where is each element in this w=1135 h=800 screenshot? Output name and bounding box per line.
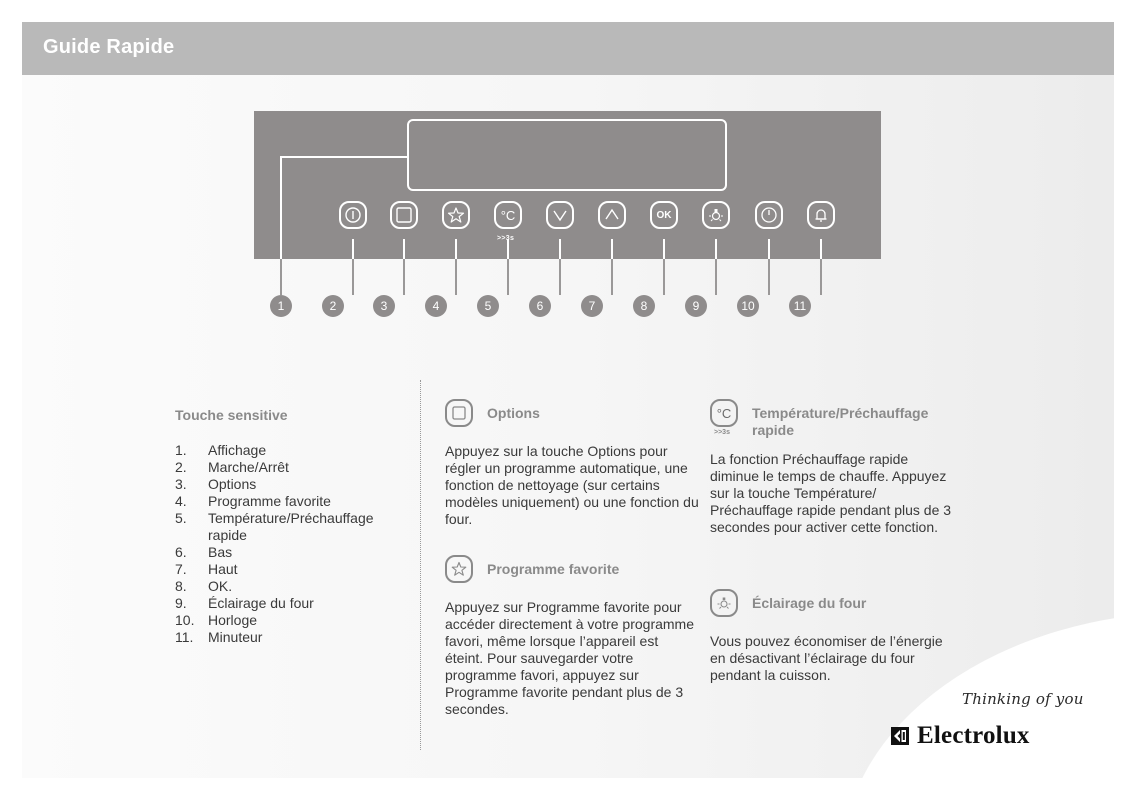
button-tick (663, 239, 665, 259)
lamp-button (702, 201, 730, 229)
up-button (598, 201, 626, 229)
item-label: Marche/Arrêt (208, 459, 289, 475)
item-number: 4. (175, 493, 187, 509)
number-badge: 8 (633, 295, 655, 317)
item-number: 2. (175, 459, 187, 475)
button-tick (507, 239, 509, 259)
item-label: Bas (208, 544, 233, 560)
lamp-icon (707, 206, 725, 224)
number-badge: 5 (477, 295, 499, 317)
list-item (175, 442, 398, 459)
section-body: Appuyez sur la touche Options pour régler un programme automatique, une fonction de nettoyage (sur certains modèles uniquement) ou une fonction du four. (445, 443, 699, 527)
lamp-icon (710, 589, 738, 617)
leader-line (663, 259, 665, 295)
display-screen (407, 119, 727, 191)
number-badge: 10 (737, 295, 759, 317)
leader-line (352, 259, 354, 295)
button-tick (768, 239, 770, 259)
timer-button (807, 201, 835, 229)
quick-guide-page (22, 22, 1114, 778)
button-tick (352, 239, 354, 259)
icon-label: °C (716, 405, 732, 421)
item-number: 8. (175, 578, 187, 594)
power-button (339, 201, 367, 229)
leader-line (768, 259, 770, 295)
list-item (175, 578, 398, 595)
item-number: 3. (175, 476, 187, 492)
list-item (175, 629, 398, 646)
options-button (390, 201, 418, 229)
section-temperature (710, 399, 960, 536)
number-badge: 2 (322, 295, 344, 317)
item-label: Température/Préchauffage rapide (208, 510, 374, 543)
button-tick (715, 239, 717, 259)
star-icon (445, 555, 473, 583)
section-favorite (445, 555, 700, 718)
item-number: 10. (175, 612, 195, 628)
leader-line (611, 259, 613, 295)
clock-button (755, 201, 783, 229)
bell-icon (812, 206, 830, 224)
list-item (175, 510, 398, 544)
clock-icon (760, 206, 778, 224)
down-button (546, 201, 574, 229)
list-item (175, 476, 398, 493)
electrolux-logo-icon (891, 727, 909, 745)
control-panel-illustration (254, 111, 881, 259)
item-label: Options (208, 476, 257, 492)
ok-icon: OK (656, 209, 672, 221)
brand-name: Electrolux (917, 722, 1030, 749)
temperature-icon (710, 399, 738, 427)
page-header (22, 22, 1114, 75)
number-badge: 9 (685, 295, 707, 317)
section-lighting (710, 589, 960, 684)
item-number: 7. (175, 561, 187, 577)
number-badge: 7 (581, 295, 603, 317)
leader-line (280, 259, 282, 295)
display-leader-line-vertical (280, 156, 282, 259)
item-number: 5. (175, 510, 187, 526)
leader-line (403, 259, 405, 295)
section-title: Température/Préchauffage rapide (752, 405, 929, 438)
number-badge: 11 (789, 295, 811, 317)
section-body: La fonction Préchauffage rapide diminue le temps de chauffe. Appuyez sur la touche Température/ Préchauffage rapide pendant plus de 3 secondes pour activer cette fonction. (710, 451, 952, 535)
item-number: 9. (175, 595, 187, 611)
item-label: Minuteur (208, 629, 263, 645)
button-tick (455, 239, 457, 259)
chevron-down-icon (551, 206, 569, 224)
item-label: Éclairage du four (208, 595, 314, 611)
section-title: Programme favorite (487, 560, 620, 577)
temperature-icon: °C (500, 207, 516, 223)
options-square-icon (445, 399, 473, 427)
legend-title: Touche sensitive (175, 407, 288, 423)
item-number: 1. (175, 442, 187, 458)
button-tick (820, 239, 822, 259)
section-title: Options (487, 404, 540, 421)
item-number: 6. (175, 544, 187, 560)
number-badge: 1 (270, 295, 292, 317)
list-item (175, 595, 398, 612)
list-item (175, 459, 398, 476)
button-tick (611, 239, 613, 259)
star-icon (447, 206, 465, 224)
leader-line (507, 259, 509, 295)
list-item (175, 612, 398, 629)
leader-line (715, 259, 717, 295)
options-square-icon (395, 206, 413, 224)
leader-line (559, 259, 561, 295)
item-label: Programme favorite (208, 493, 331, 509)
number-badge: 3 (373, 295, 395, 317)
page-title: Guide Rapide (43, 36, 175, 58)
item-label: Horloge (208, 612, 258, 628)
list-item (175, 561, 398, 578)
section-title: Éclairage du four (752, 594, 867, 611)
button-tick (403, 239, 405, 259)
section-options (445, 399, 700, 528)
power-icon (344, 206, 362, 224)
chevron-up-icon (603, 206, 621, 224)
number-badge: 4 (425, 295, 447, 317)
list-item (175, 493, 398, 510)
list-item (175, 544, 398, 561)
item-label: OK. (208, 578, 233, 594)
brand-tagline: Thinking of you (962, 690, 1084, 708)
temperature-button (494, 201, 522, 229)
dotted-divider (420, 380, 421, 750)
section-body: Appuyez sur Programme favorite pour accéder directement à votre programme favori, même lorsque l’appareil est éteint. Pour sauvegarder votre programme favori, appuyez sur Programme favorite pendant plus de 3 secondes. (445, 599, 694, 717)
legend-list (175, 442, 398, 646)
hold-3s-label: >>3s (714, 429, 730, 436)
item-number: 11. (175, 629, 194, 645)
item-label: Haut (208, 561, 238, 577)
ok-button (650, 201, 678, 229)
hold-3s-label: >>3s (497, 235, 515, 242)
leader-line (455, 259, 457, 295)
number-badge: 6 (529, 295, 551, 317)
favorite-button (442, 201, 470, 229)
brand-logo (891, 722, 1030, 750)
leader-line (820, 259, 822, 295)
button-tick (559, 239, 561, 259)
item-label: Affichage (208, 442, 267, 458)
display-leader-line (280, 156, 407, 158)
section-body: Vous pouvez économiser de l’énergie en désactivant l’éclairage du four pendant la cuisson. (710, 633, 943, 683)
